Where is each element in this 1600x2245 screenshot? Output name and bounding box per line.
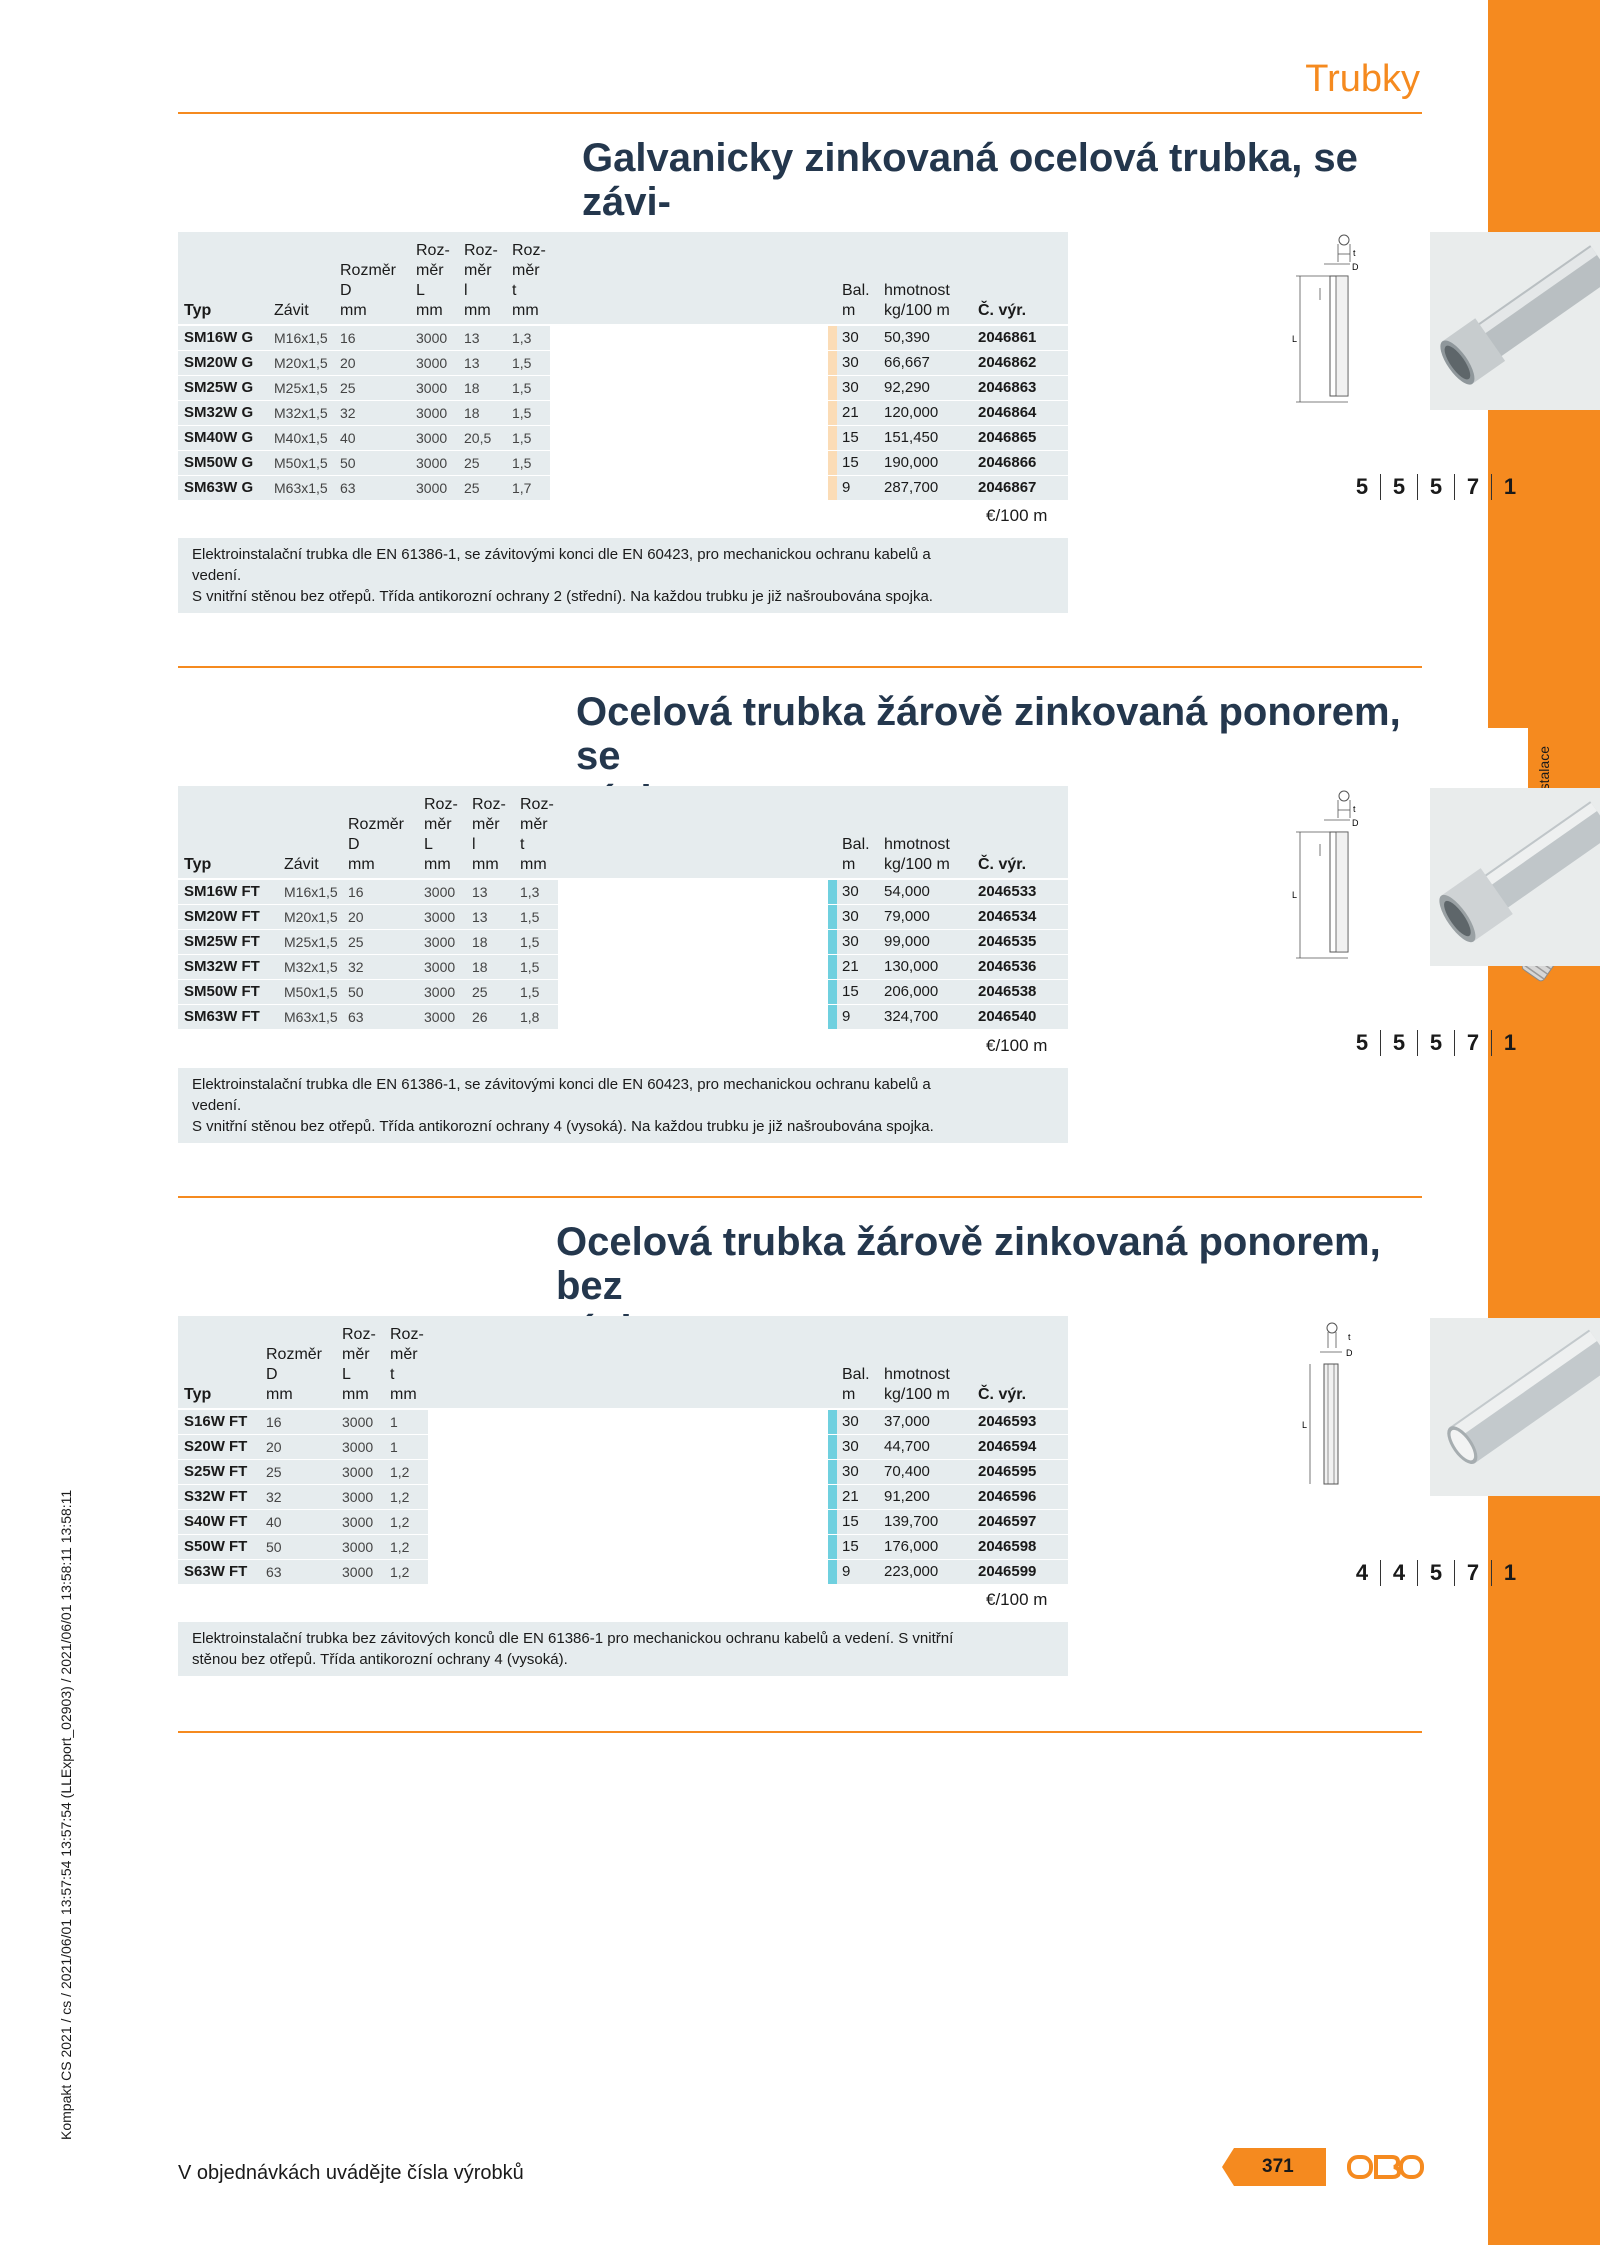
cell-typ: S32W FT [184,1488,248,1505]
cell-l: 13 [464,355,480,371]
row-spacer [558,955,828,979]
table-row [178,979,1068,1004]
row-spacer [550,326,828,350]
svg-text:L: L [1292,334,1298,344]
cell-l: 25 [464,480,480,496]
row-color-marker [828,326,837,350]
row-color-marker [828,1560,837,1584]
cell-bal: 9 [842,1563,851,1580]
cell-d: 50 [348,984,364,1000]
cell-cv: 2046594 [978,1438,1037,1455]
cell-bal: 30 [842,933,859,950]
row-spacer [550,476,828,500]
svg-text:D: D [1352,262,1359,272]
cell-bal: 30 [842,329,859,346]
cell-cv: 2046863 [978,379,1037,396]
cell-t: 1,5 [520,909,540,925]
cell-cv: 2046861 [978,329,1037,346]
cell-t: 1 [390,1414,398,1430]
tube-dimension-drawing [1284,230,1364,430]
table-row [178,475,1068,500]
row-color-marker [828,1510,837,1534]
cell-typ: SM16W FT [184,883,260,900]
cell-d: 32 [340,405,356,421]
cell-d: 20 [266,1439,282,1455]
cell-bal: 9 [842,479,851,496]
footer-note: V objednávkách uvádějte čísla výrobků [178,2162,524,2184]
row-color-marker [828,1460,837,1484]
cell-typ: SM32W G [184,404,254,421]
row-color-marker [828,1005,837,1029]
table-row [178,400,1068,425]
cell-cv: 2046534 [978,908,1037,925]
cell-d: 63 [348,1009,364,1025]
cell-zavit: M63x1,5 [284,1009,338,1025]
cell-typ: SM20W FT [184,908,260,925]
cell-typ: SM32W FT [184,958,260,975]
svg-text:D: D [1352,818,1359,828]
cell-d: 63 [340,480,356,496]
cell-d: 25 [340,380,356,396]
svg-text:L: L [1302,1420,1308,1430]
cell-t: 1,2 [390,1489,410,1505]
cell-typ: SM50W G [184,454,254,471]
cell-t: 1,2 [390,1464,410,1480]
cell-typ: S63W FT [184,1563,248,1580]
cell-d: 63 [266,1564,282,1580]
cell-cv: 2046862 [978,354,1037,371]
cell-hm: 130,000 [884,958,939,975]
cell-typ: SM63W FT [184,1008,260,1025]
cell-t: 1,5 [512,380,532,396]
row-spacer [550,376,828,400]
cell-typ: SM50W FT [184,983,260,1000]
cell-cv: 2046865 [978,429,1037,446]
cell-t: 1 [390,1439,398,1455]
row-color-marker [828,476,837,500]
row-spacer [428,1560,828,1584]
cell-L: 3000 [342,1464,374,1480]
cell-typ: SM63W G [184,479,254,496]
cell-l: 20,5 [464,430,492,446]
section-title: Ocelová trubka žárově zinkovaná ponorem, se [576,690,1401,778]
cell-L: 3000 [342,1539,374,1555]
cell-t: 1,5 [520,959,540,975]
table-row [178,1459,1068,1484]
section-title: Ocelová trubka žárově zinkovaná ponorem, bez [556,1220,1381,1308]
table-header: Typ Rozměr D mm Roz- měr L mm Roz- měr t mm Bal. m hmotnost kg/100 m Č. výr. [178,1316,1068,1409]
cell-t: 1,5 [512,455,532,471]
row-color-marker [828,401,837,425]
tube-photo [1430,232,1600,410]
cell-zavit: M63x1,5 [274,480,328,496]
cell-cv: 2046540 [978,1008,1037,1025]
svg-text:D: D [1346,1348,1353,1358]
cell-cv: 2046595 [978,1463,1037,1480]
cell-typ: S25W FT [184,1463,248,1480]
cell-typ: SM40W G [184,429,254,446]
cell-hm: 37,000 [884,1413,930,1430]
cell-L: 3000 [424,1009,456,1025]
table-row [178,1559,1068,1584]
section-divider [178,1196,1422,1198]
row-color-marker [828,1535,837,1559]
svg-text:t: t [1348,1332,1351,1342]
cell-bal: 30 [842,1413,859,1430]
cell-t: 1,8 [520,1009,540,1025]
row-spacer [550,351,828,375]
cell-hm: 206,000 [884,983,939,1000]
cell-cv: 2046596 [978,1488,1037,1505]
obo-logo [1346,2150,1424,2184]
cell-t: 1,2 [390,1514,410,1530]
cell-L: 3000 [342,1489,374,1505]
cell-hm: 70,400 [884,1463,930,1480]
cell-hm: 176,000 [884,1538,939,1555]
row-color-marker [828,351,837,375]
row-spacer [558,980,828,1004]
cell-L: 3000 [424,959,456,975]
cell-typ: SM16W G [184,329,254,346]
row-spacer [428,1535,828,1559]
cell-d: 16 [348,884,364,900]
cell-hm: 190,000 [884,454,939,471]
svg-text:L: L [1292,890,1298,900]
row-color-marker [828,930,837,954]
table-body [178,1409,1068,1584]
cell-L: 3000 [342,1514,374,1530]
svg-text:t: t [1353,248,1356,258]
tube-photo [1430,788,1600,966]
page-header-title: Trubky [1305,58,1420,100]
cell-zavit: M50x1,5 [274,455,328,471]
cell-L: 3000 [342,1414,374,1430]
cell-l: 18 [464,405,480,421]
cell-l: 13 [472,884,488,900]
cell-L: 3000 [342,1439,374,1455]
cell-typ: SM25W G [184,379,254,396]
cell-bal: 30 [842,883,859,900]
product-table [178,786,1068,1029]
cell-L: 3000 [416,330,448,346]
product-table [178,1316,1068,1584]
cell-cv: 2046533 [978,883,1037,900]
property-codes: 5 5 5 7 1 [1344,474,1528,500]
row-color-marker [828,980,837,1004]
cell-hm: 223,000 [884,1563,939,1580]
cell-cv: 2046866 [978,454,1037,471]
property-codes: 4 4 5 7 1 [1344,1560,1528,1586]
cell-d: 16 [266,1414,282,1430]
cell-zavit: M20x1,5 [284,909,338,925]
table-row [178,325,1068,350]
table-header: Typ Závit Rozměr D mm Roz- měr L mm Roz- měr l mm Roz- měr t mm Bal. m hmotnost kg/100 m Č. výr. [178,786,1068,879]
table-row [178,1534,1068,1559]
row-color-marker [828,955,837,979]
section-divider [178,112,1422,114]
cell-cv: 2046598 [978,1538,1037,1555]
table-row [178,1409,1068,1434]
row-spacer [428,1510,828,1534]
row-color-marker [828,451,837,475]
cell-hm: 287,700 [884,479,939,496]
cell-hm: 151,450 [884,429,939,446]
cell-l: 25 [464,455,480,471]
cell-d: 20 [340,355,356,371]
cell-zavit: M32x1,5 [274,405,328,421]
page-number: 371 [1262,2156,1294,2177]
cell-typ: SM20W G [184,354,254,371]
row-color-marker [828,1435,837,1459]
cell-L: 3000 [416,480,448,496]
table-row [178,954,1068,979]
table-row [178,929,1068,954]
cell-bal: 30 [842,1438,859,1455]
table-row [178,1004,1068,1029]
table-row [178,450,1068,475]
cell-typ: S16W FT [184,1413,248,1430]
table-row [178,904,1068,929]
cell-zavit: M32x1,5 [284,959,338,975]
product-description: Elektroinstalační trubka dle EN 61386-1, se závitovými konci dle EN 60423, pro mechanickou ochranu kabelů a vedení. S vnitřní stěnou bez otřepů. Třída antikorozní ochrany 2 (střední). Na každou trubku je již našroubována spojka. [178,538,1068,613]
cell-cv: 2046535 [978,933,1037,950]
cell-t: 1,3 [520,884,540,900]
price-unit: €/100 m [986,1590,1048,1609]
cell-zavit: M16x1,5 [274,330,328,346]
table-body [178,879,1068,1029]
row-spacer [428,1485,828,1509]
product-description: Elektroinstalační trubka dle EN 61386-1, se závitovými konci dle EN 60423, pro mechanickou ochranu kabelů a vedení. S vnitřní stěnou bez otřepů. Třída antikorozní ochrany 4 (vysoká). Na každou trubku je již našroubována spojka. [178,1068,1068,1143]
row-spacer [558,1005,828,1029]
row-color-marker [828,376,837,400]
table-row [178,350,1068,375]
cell-bal: 15 [842,983,859,1000]
cell-bal: 21 [842,958,859,975]
row-spacer [550,451,828,475]
cell-l: 25 [472,984,488,1000]
table-row [178,1484,1068,1509]
row-spacer [428,1410,828,1434]
cell-cv: 2046597 [978,1513,1037,1530]
cell-zavit: M25x1,5 [284,934,338,950]
cell-d: 32 [266,1489,282,1505]
cell-d: 50 [266,1539,282,1555]
cell-hm: 99,000 [884,933,930,950]
cell-bal: 30 [842,1463,859,1480]
cell-hm: 50,390 [884,329,930,346]
table-header: Typ Závit Rozměr D mm Roz- měr L mm Roz- měr l mm Roz- měr t mm Bal. m hmotnost kg/100 m Č. výr. [178,232,1068,325]
table-row [178,375,1068,400]
row-color-marker [828,880,837,904]
cell-t: 1,5 [520,984,540,1000]
cell-cv: 2046864 [978,404,1037,421]
cell-typ: SM25W FT [184,933,260,950]
cell-t: 1,7 [512,480,532,496]
cell-typ: S20W FT [184,1438,248,1455]
cell-l: 13 [464,330,480,346]
cell-hm: 139,700 [884,1513,939,1530]
cell-L: 3000 [416,430,448,446]
cell-bal: 9 [842,1008,851,1025]
cell-bal: 30 [842,379,859,396]
cell-typ: S50W FT [184,1538,248,1555]
cell-L: 3000 [416,405,448,421]
cell-zavit: M50x1,5 [284,984,338,1000]
cell-t: 1,5 [512,355,532,371]
cell-l: 13 [472,909,488,925]
cell-hm: 44,700 [884,1438,930,1455]
product-description: Elektroinstalační trubka bez závitových konců dle EN 61386-1 pro mechanickou ochranu kabelů a vedení. S vnitřní stěnou bez otřepů. Třída antikorozní ochrany 4 (vysoká). [178,1622,1068,1676]
cell-hm: 66,667 [884,354,930,371]
cell-cv: 2046599 [978,1563,1037,1580]
price-unit: €/100 m [986,506,1048,525]
cell-zavit: M40x1,5 [274,430,328,446]
section-title: Galvanicky zinkovaná ocelová trubka, se závi- [582,136,1358,224]
cell-hm: 54,000 [884,883,930,900]
cell-bal: 15 [842,454,859,471]
cell-L: 3000 [416,380,448,396]
cell-typ: S40W FT [184,1513,248,1530]
cell-d: 50 [340,455,356,471]
cell-t: 1,3 [512,330,532,346]
cell-bal: 21 [842,404,859,421]
product-table [178,232,1068,500]
cell-d: 25 [266,1464,282,1480]
tube-dimension-drawing [1284,786,1364,986]
cell-t: 1,5 [520,934,540,950]
property-codes: 5 5 5 7 1 [1344,1030,1528,1056]
cell-bal: 30 [842,908,859,925]
cell-L: 3000 [424,909,456,925]
cell-zavit: M16x1,5 [284,884,338,900]
row-color-marker [828,1485,837,1509]
cell-d: 40 [266,1514,282,1530]
row-spacer [428,1435,828,1459]
section-divider [178,1731,1422,1733]
cell-hm: 92,290 [884,379,930,396]
row-spacer [558,880,828,904]
tube-photo [1430,1318,1600,1496]
row-color-marker [828,905,837,929]
cell-d: 20 [348,909,364,925]
cell-t: 1,5 [512,405,532,421]
row-spacer [550,401,828,425]
cell-bal: 21 [842,1488,859,1505]
row-spacer [550,426,828,450]
table-row [178,425,1068,450]
cell-hm: 120,000 [884,404,939,421]
cell-l: 18 [472,934,488,950]
row-spacer [558,930,828,954]
cell-L: 3000 [416,455,448,471]
row-spacer [428,1460,828,1484]
cell-L: 3000 [416,355,448,371]
cell-cv: 2046536 [978,958,1037,975]
price-unit: €/100 m [986,1036,1048,1055]
cell-l: 26 [472,1009,488,1025]
cell-d: 32 [348,959,364,975]
table-row [178,1509,1068,1534]
cell-L: 3000 [424,934,456,950]
cell-d: 25 [348,934,364,950]
cell-zavit: M25x1,5 [274,380,328,396]
cell-bal: 30 [842,354,859,371]
cell-L: 3000 [424,884,456,900]
cell-l: 18 [472,959,488,975]
cell-cv: 2046538 [978,983,1037,1000]
section-divider [178,666,1422,668]
cell-d: 16 [340,330,356,346]
cell-L: 3000 [342,1564,374,1580]
cell-bal: 15 [842,1538,859,1555]
table-body [178,325,1068,500]
cell-cv: 2046593 [978,1413,1037,1430]
print-metadata-note: Kompakt CS 2021 / cs / 2021/06/01 13:57:54 13:57:54 (LLExport_02903) / 2021/06/01 13:58:11 13:58:11 [58,1489,74,2140]
cell-bal: 15 [842,429,859,446]
cell-l: 18 [464,380,480,396]
cell-hm: 324,700 [884,1008,939,1025]
cell-t: 1,2 [390,1564,410,1580]
cell-t: 1,5 [512,430,532,446]
tube-dimension-drawing [1284,1316,1364,1516]
cell-cv: 2046867 [978,479,1037,496]
cell-t: 1,2 [390,1539,410,1555]
cell-hm: 91,200 [884,1488,930,1505]
cell-L: 3000 [424,984,456,1000]
cell-zavit: M20x1,5 [274,355,328,371]
row-color-marker [828,426,837,450]
table-row [178,879,1068,904]
row-color-marker [828,1410,837,1434]
cell-hm: 79,000 [884,908,930,925]
svg-text:t: t [1353,804,1356,814]
cell-d: 40 [340,430,356,446]
cell-bal: 15 [842,1513,859,1530]
row-spacer [558,905,828,929]
table-row [178,1434,1068,1459]
